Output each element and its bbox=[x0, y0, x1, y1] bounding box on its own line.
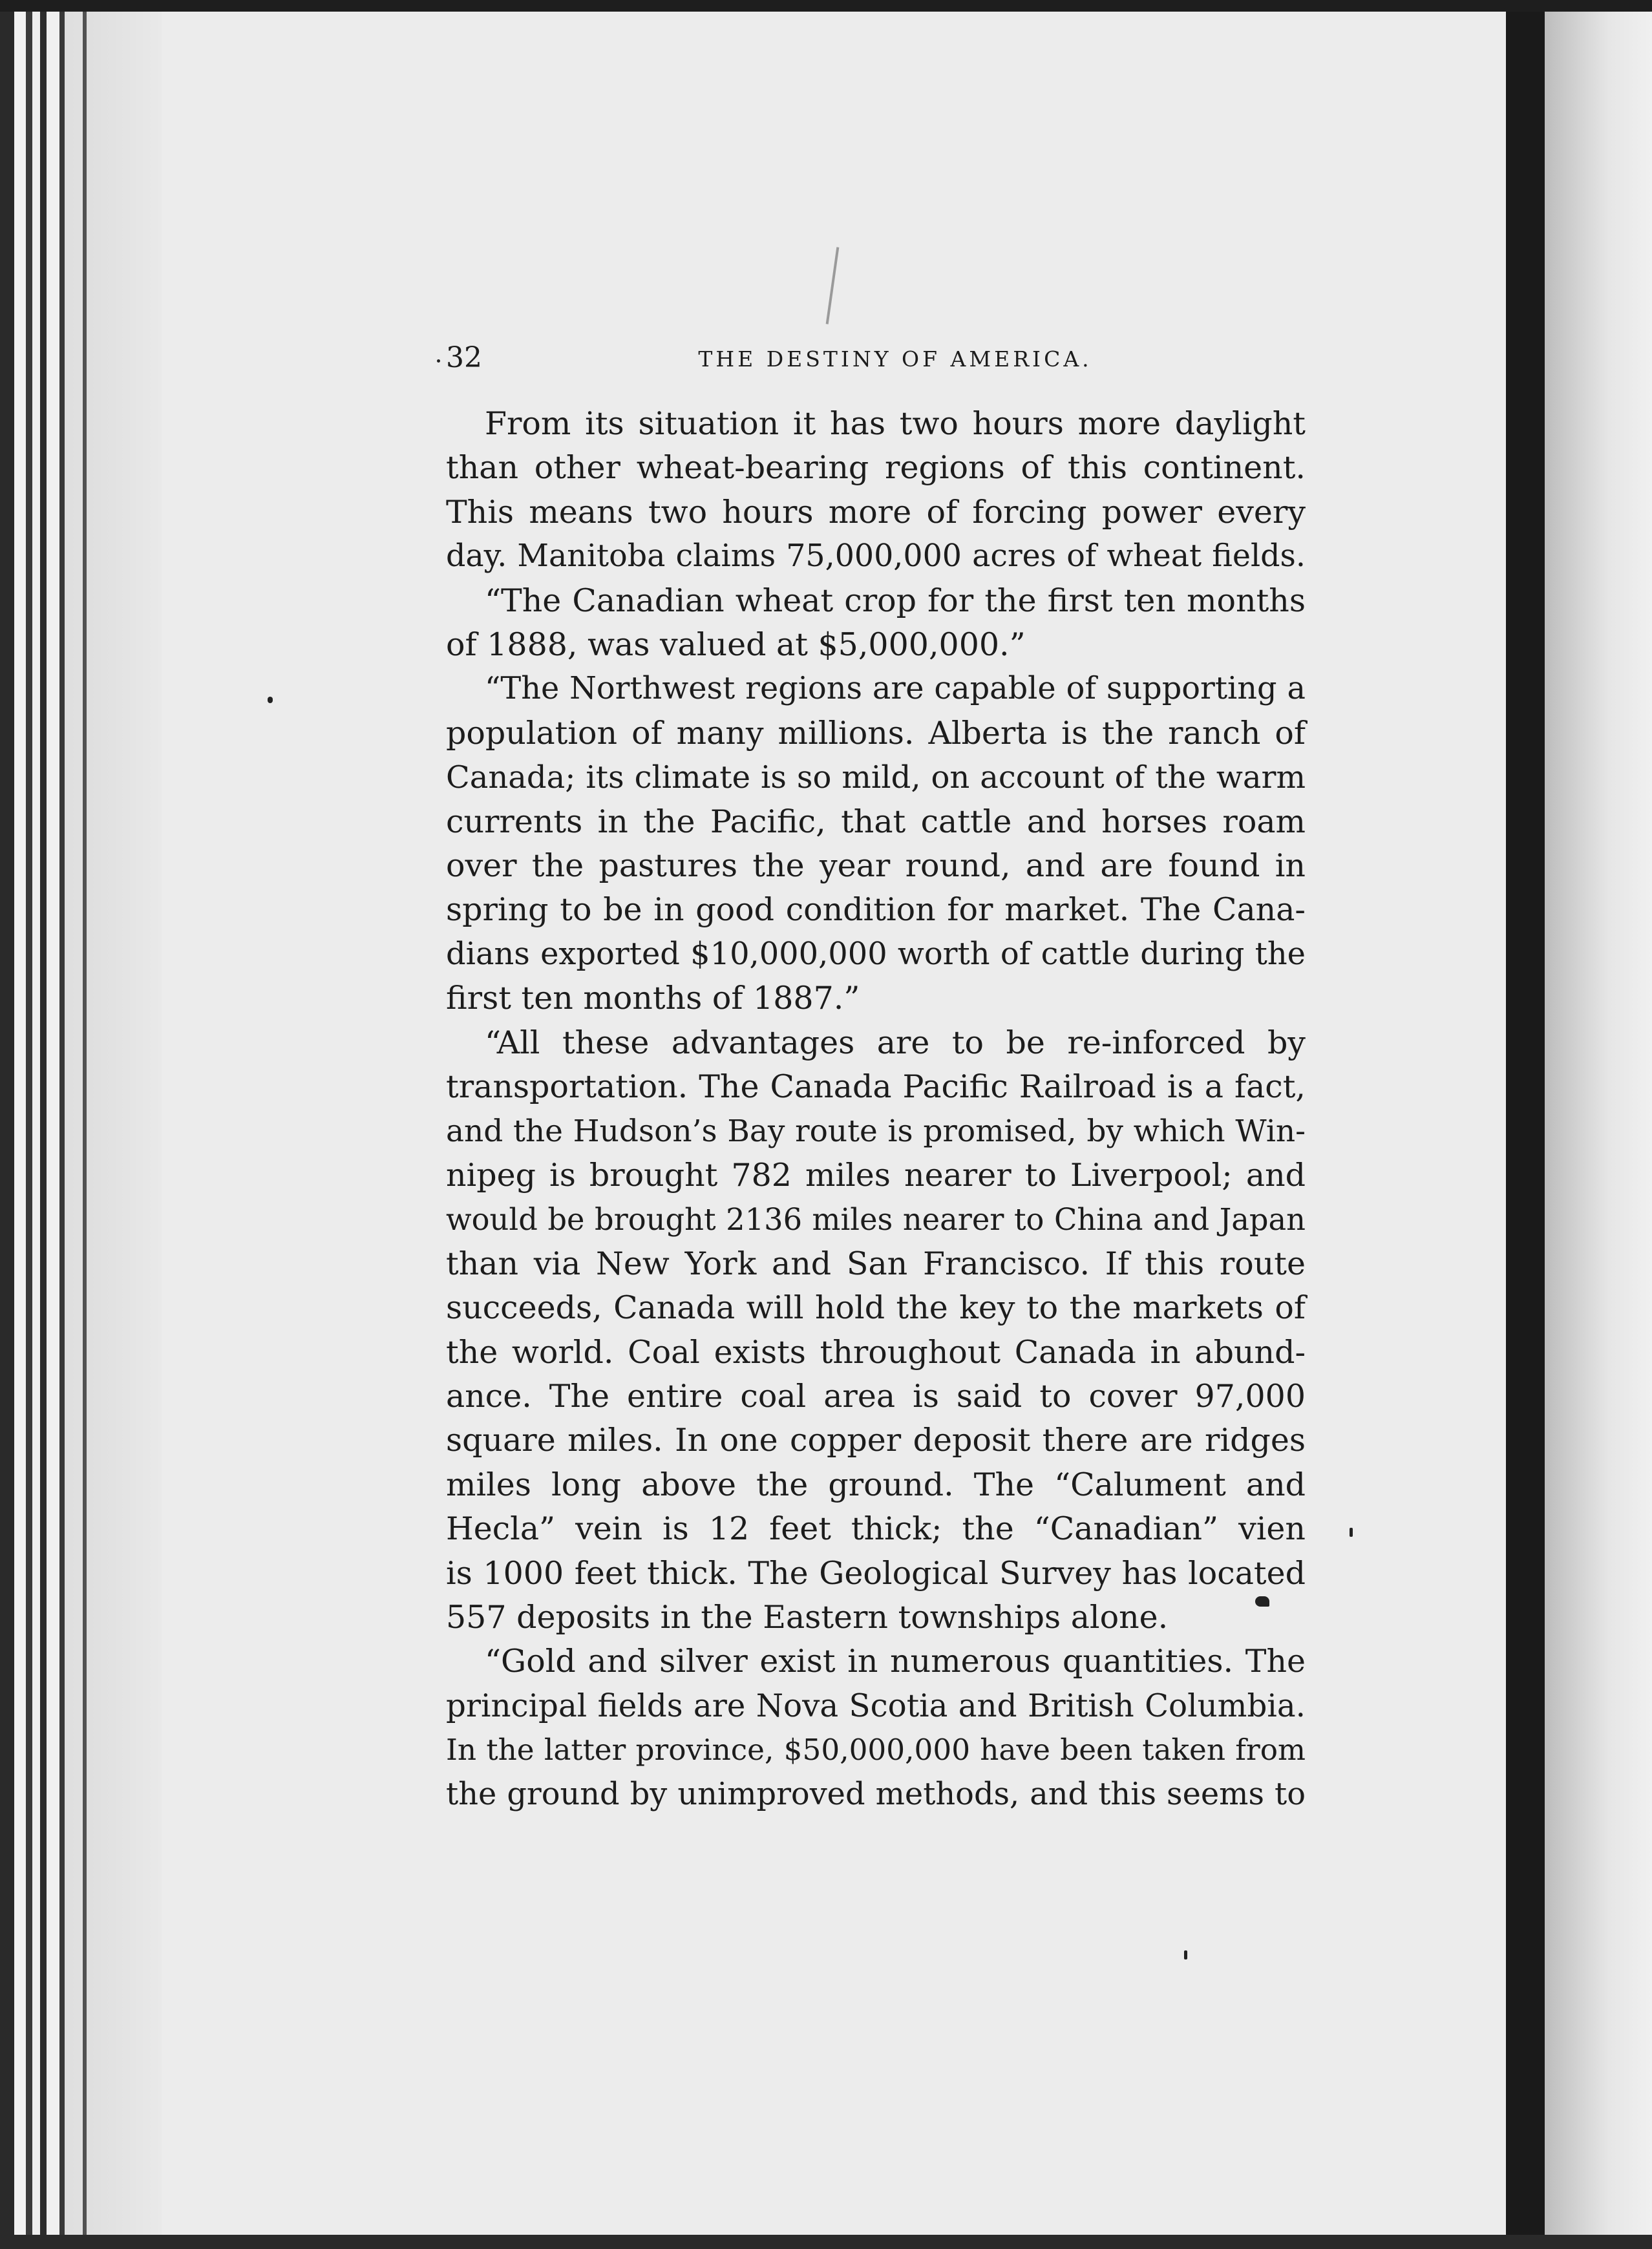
text-line: This means two hours more of forcing power every bbox=[446, 493, 1306, 531]
running-head: THE DESTINY OF AMERICA. bbox=[698, 346, 1092, 372]
text-line: ance. The entire coal area is said to cover 97,000 bbox=[446, 1377, 1306, 1415]
text-line: 557 deposits in the Eastern townships alone. bbox=[446, 1598, 1169, 1636]
text-line: than other wheat-bearing regions of this continent. bbox=[446, 449, 1306, 487]
text-line: population of many millions. Alberta is the ranch of bbox=[446, 714, 1306, 752]
text-line: transportation. The Canada Pacific Railroad is a fact, bbox=[446, 1068, 1306, 1106]
text-line: Hecla” vein is 12 feet thick; the “Canadian” vien bbox=[446, 1510, 1306, 1548]
text-line: currents in the Pacific, that cattle and horses roam bbox=[446, 803, 1306, 840]
text-line: “The Canadian wheat crop for the first ten months bbox=[485, 582, 1306, 619]
text-line: spring to be in good condition for market. The Cana- bbox=[446, 891, 1306, 929]
text-line: miles long above the ground. The “Calument and bbox=[446, 1466, 1306, 1503]
stray-mark bbox=[1184, 1950, 1187, 1959]
text-line: nipeg is brought 782 miles nearer to Liverpool; and bbox=[446, 1156, 1306, 1194]
text-line: square miles. In one copper deposit there are ridges bbox=[446, 1422, 1306, 1459]
text-line: would be brought 2136 miles nearer to China and Japan bbox=[446, 1202, 1306, 1238]
text-line: dians exported $10,000,000 worth of cattle during the bbox=[446, 936, 1306, 972]
text-line: succeeds, Canada will hold the key to the markets of bbox=[446, 1289, 1306, 1327]
text-line: over the pastures the year round, and are found in bbox=[446, 847, 1306, 885]
body-text bbox=[446, 402, 1306, 1817]
stray-mark bbox=[268, 697, 273, 703]
text-line: is 1000 feet thick. The Geological Survey has located bbox=[446, 1554, 1306, 1592]
text-line: than via New York and San Francisco. If this route bbox=[446, 1245, 1306, 1282]
stray-mark bbox=[437, 359, 440, 363]
text-line: From its situation it has two hours more daylight bbox=[485, 405, 1306, 442]
page-header bbox=[446, 341, 1306, 380]
stray-mark bbox=[1350, 1528, 1353, 1537]
text-line: “The Northwest regions are capable of supporting a bbox=[485, 671, 1306, 707]
text-line: of 1888, was valued at $5,000,000.” bbox=[446, 626, 1026, 664]
text-line: first ten months of 1887.” bbox=[446, 980, 860, 1017]
text-line: the world. Coal exists throughout Canada in abund- bbox=[446, 1333, 1306, 1371]
book-gutter bbox=[1506, 0, 1545, 2249]
text-line: principal fields are Nova Scotia and British Columbia. bbox=[446, 1687, 1306, 1724]
text-line: Canada; its climate is so mild, on account of the warm bbox=[446, 759, 1306, 796]
book-page-edges bbox=[0, 0, 162, 2249]
scan-top-border bbox=[0, 0, 1652, 12]
text-line: and the Hudson’s Bay route is promised, by which Win- bbox=[446, 1113, 1306, 1149]
page-number: 32 bbox=[446, 341, 482, 374]
scan-bottom-border bbox=[0, 2235, 1652, 2249]
text-line: day. Manitoba claims 75,000,000 acres of wheat fields. bbox=[446, 538, 1306, 575]
text-line: “All these advantages are to be re-inforced by bbox=[485, 1024, 1306, 1061]
text-line: In the latter province, $50,000,000 have been taken from bbox=[446, 1733, 1306, 1768]
facing-page-edge bbox=[1545, 0, 1652, 2249]
text-line: “Gold and silver exist in numerous quantities. The bbox=[485, 1643, 1306, 1680]
text-line: the ground by unimproved methods, and this seems to bbox=[446, 1776, 1306, 1812]
